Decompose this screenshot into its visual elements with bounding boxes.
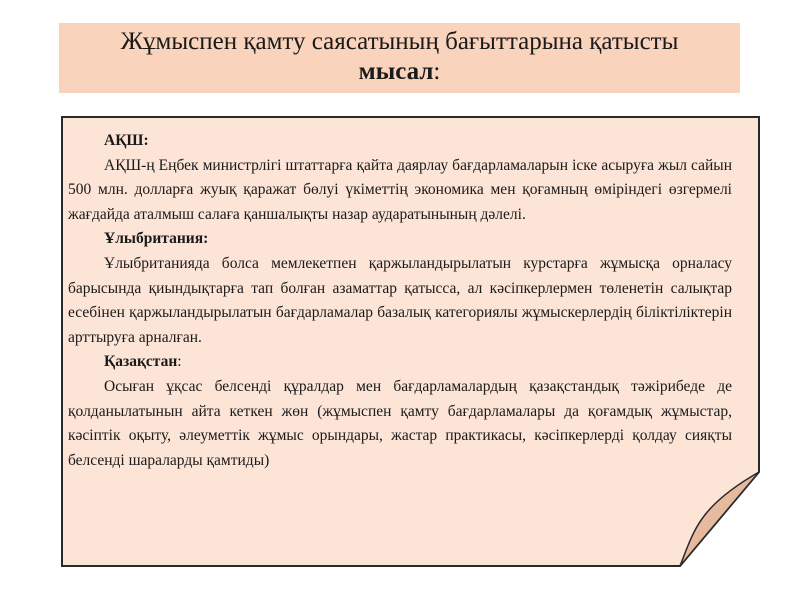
- heading-usa: АҚШ:: [104, 132, 149, 149]
- section-heading-kz: [68, 350, 732, 375]
- section-body-uk: Ұлыбританияда болса мемлекетпен қаржыландырылатын курстарға жұмысқа орналасу барысында қиындықтарға тап болған азаматтар қатысса, ал кәсіпкерлермен төленетін салықтар есебінен қаржыландырылатын бағдарламалар базалық категориялы жұмыскерлердің біліктіліктерін арттыруға арналған.: [68, 254, 732, 346]
- note-text: [68, 129, 732, 473]
- heading-uk: Ұлыбритания:: [104, 230, 209, 248]
- slide-title: [59, 23, 740, 93]
- title-line-1: Жұмыспен қамту саясатының бағыттарына қатысты: [120, 28, 679, 55]
- title-line-2: [59, 57, 740, 87]
- note-card: [62, 117, 762, 566]
- section-heading-uk: [68, 227, 732, 252]
- section-body-kz: Осыған ұқсас белсенді құралдар мен бағдарламалардың қазақстандық тәжірибеде де қолданылатынын айта кеткен жөн (жұмыспен қамту бағдарламалары да қоғамдық жұмыстар, кәсіптік оқыту, әлеуметтік жұмыс орындары, жастар практикасы, кәсіпкерлерді қолдау сияқты белсенді шараларды қамтиды): [68, 377, 732, 469]
- section-heading-usa: [68, 129, 732, 154]
- heading-kz-colon: :: [177, 353, 182, 371]
- title-colon: :: [433, 58, 441, 85]
- heading-kz: Қазақстан: [104, 353, 178, 371]
- title-bold-word: мысал: [358, 58, 434, 85]
- section-body-usa: АҚШ-ң Еңбек министрлігі штаттарға қайта даярлау бағдарламаларын іске асыруға жыл сайын 500 млн. долларға жуық қаражат бөлуі үкіметтің экономика мен қоғамның өміріндегі өзгермелі жағдайда аталмыш салаға қаншалықты назар аударатынының дәлелі.: [68, 156, 732, 223]
